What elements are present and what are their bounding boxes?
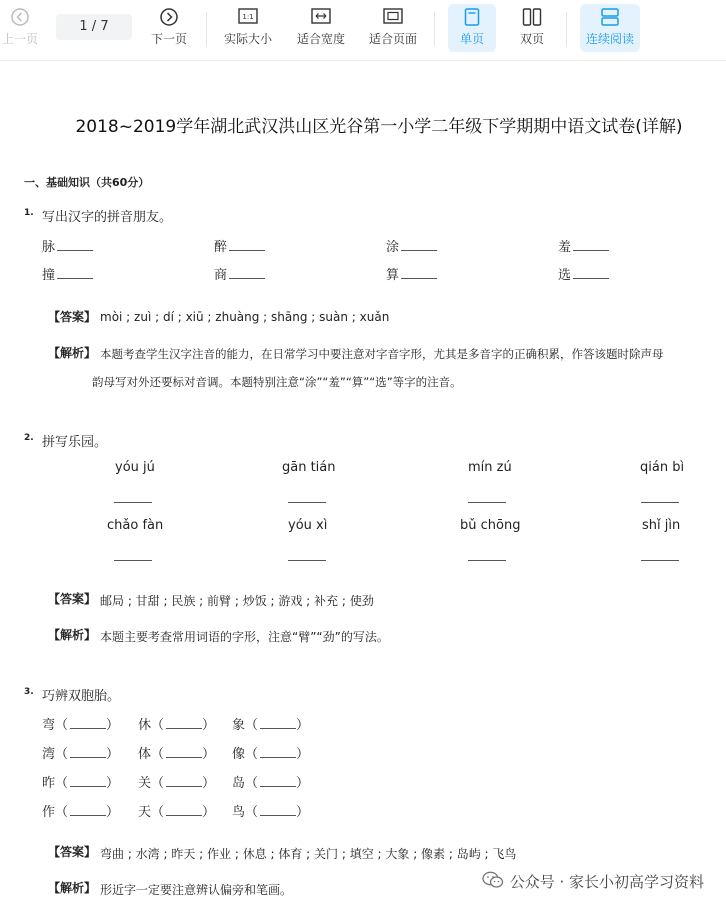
pinyin-prompt: qián bì [640,460,685,475]
fit-page-label: 适合页面 [368,32,417,46]
fit-page-button[interactable] [364,4,422,52]
viewer-toolbar [0,0,726,61]
answer-line [641,502,679,503]
answer-text: 邮局 ; 甘甜 ; 民族 ; 前臂 ; 炒饭 ; 游戏 ; 补充 ; 使劲 [100,594,374,608]
answer-label: 【答案】 [48,845,97,859]
toolbar-divider [434,12,435,46]
answer-line [288,502,326,503]
chevron-right-icon [146,8,192,28]
twin-char-blank: 弯（ ） [42,718,120,733]
twin-char-blank: 像（ ） [232,747,310,762]
watermark [482,871,704,894]
char-blank: 醉 [214,236,265,255]
twin-char-blank: 岛（ ） [232,776,310,791]
answer-line [468,502,506,503]
answer-line [288,560,326,561]
analysis-label: 【解析】 [48,881,97,895]
pinyin-prompt: mín zú [468,460,512,475]
question-text: 拼写乐园。 [42,435,108,450]
pinyin-prompt: gān tián [282,460,336,475]
question-number: 1. [24,208,34,218]
double-page-label: 双页 [519,32,544,46]
analysis-text: 形近字一定要注意辨认偏旁和笔画。 [100,883,293,897]
pinyin-prompt: chǎo fàn [107,518,164,533]
wechat-icon [482,871,504,893]
twin-char-blank: 昨（ ） [42,776,120,791]
answer-label: 【答案】 [48,310,97,324]
continuous-reading-button[interactable] [580,4,640,52]
analysis-label: 【解析】 [48,346,97,360]
continuous-reading-icon [580,8,640,28]
char-blank: 涂 [386,236,437,255]
pinyin-prompt: yóu jú [115,460,155,475]
chevron-left-icon [0,8,40,28]
answer-text: 弯曲 ; 水湾 ; 昨天 ; 作业 ; 休息 ; 体育 ; 关门 ; 填空 ; 大象 ; 像素 ; 岛屿 ; 飞鸟 [100,847,517,861]
document-title: 2018~2019学年湖北武汉洪山区光谷第一小学二年级下学期期中语文试卷(详解) [75,117,683,137]
char-blank: 商 [214,264,265,283]
single-page-icon [448,8,496,28]
document-page [0,60,726,907]
section-heading: 一、基础知识（共60分） [24,176,150,189]
watermark-text: 公众号 · 家长小初高学习资料 [509,872,704,891]
analysis-text: 本题考查学生汉字注音的能力，在日常学习中要注意对字音字形，尤其是多音字的正确积累，作答该题时除声母 [100,347,664,361]
twin-char-blank: 作（ ） [42,805,120,820]
fit-width-label: 适合宽度 [296,32,345,46]
fit-width-button[interactable] [292,4,350,52]
pinyin-prompt: yóu xì [288,518,328,533]
pinyin-prompt: bǔ chōng [460,518,521,533]
actual-size-icon [220,8,276,28]
twin-char-blank: 天（ ） [138,805,216,820]
double-page-icon [510,8,554,28]
fit-width-icon [292,8,350,28]
analysis-label: 【解析】 [48,628,97,642]
question-text: 写出汉字的拼音朋友。 [42,210,173,225]
toolbar-divider [206,12,207,46]
answer-line [641,560,679,561]
single-page-label: 单页 [459,32,484,46]
prev-page-button[interactable] [0,4,40,52]
twin-char-blank: 湾（ ） [42,747,120,762]
analysis-text: 本题主要考查常用词语的字形，注意“臂”“劲”的写法。 [100,630,389,644]
prev-page-label: 上一页 [1,32,38,46]
next-page-button[interactable] [146,4,192,52]
answer-line [114,502,152,503]
twin-char-blank: 休（ ） [138,718,216,733]
twin-char-blank: 鸟（ ） [232,805,310,820]
char-blank: 选 [558,264,609,283]
answer-text: mòi ; zuì ; dí ; xiū ; zhuàng ; shāng ; suàn ; xuǎn [100,310,390,324]
double-page-button[interactable] [510,4,554,52]
actual-size-label: 实际大小 [223,32,272,46]
single-page-button[interactable] [448,4,496,52]
char-blank: 脉 [42,236,93,255]
question-text: 巧辨双胞胎。 [42,689,121,704]
answer-label: 【答案】 [48,592,97,606]
page-indicator-input[interactable]: 1 / 7 [56,14,132,40]
pinyin-prompt: shǐ jìn [642,518,681,533]
svg-text:1:1: 1:1 [242,13,254,21]
char-blank: 算 [386,264,437,283]
next-page-label: 下一页 [150,32,187,46]
twin-char-blank: 关（ ） [138,776,216,791]
answer-line [468,560,506,561]
answer-line [114,560,152,561]
twin-char-blank: 体（ ） [138,747,216,762]
fit-page-icon [364,8,422,28]
question-number: 2. [24,433,34,443]
analysis-text: 韵母写对外还要标对音调。本题特别注意“涂”“羞”“算”“选”等字的注音。 [92,375,462,389]
char-blank: 羞 [558,236,609,255]
continuous-reading-label: 连续阅读 [585,32,634,46]
actual-size-button[interactable] [220,4,276,52]
char-blank: 撞 [42,264,93,283]
twin-char-blank: 象（ ） [232,718,310,733]
question-number: 3. [24,687,34,697]
toolbar-divider [566,12,567,46]
